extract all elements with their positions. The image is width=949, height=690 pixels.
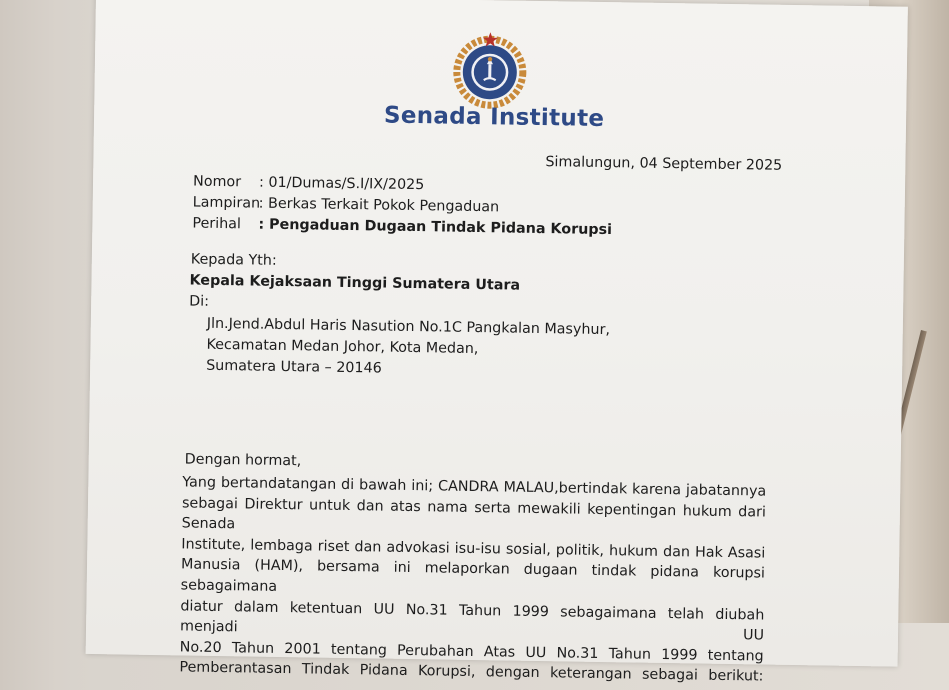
body-line: Pemberantasan Tindak Pidana Korupsi, dengan keterangan sebagai berikut: [179,659,764,685]
body-line: Institute, lembaga riset dan advokasi isu-isu sosial, politik, hukum dan Hak Asasi [181,536,766,562]
perihal-value: : Pengaduan Dugaan Tindak Pidana Korupsi [258,216,613,239]
letter-sheet [86,0,908,685]
letter-date: Simalungun, 04 September 2025 [545,154,783,174]
body-line: Yang bertandatangan di bawah ini; CANDRA MALAU,bertindak karena jabatannya [182,474,767,500]
greeting: Dengan hormat, [184,451,302,470]
recipient-di: Di: [189,293,210,310]
recipient-salutation: Kepada Yth: [190,251,277,269]
lampiran-value: : Berkas Terkait Pokok Pengaduan [258,195,500,216]
body-line: diatur dalam ketentuan UU No.31 Tahun 1999 sebagaimana telah diubah menjadi UU [179,597,765,644]
body-line: No.20 Tahun 2001 tentang Perubahan Atas UU No.31 Tahun 1999 tentang [179,639,764,665]
nomor-value: : 01/Dumas/S.I/IX/2025 [258,174,425,194]
body-paragraph [179,472,766,687]
address-line: Kecamatan Medan Johor, Kota Medan, [206,336,479,358]
body-line: sebagai Direktur untuk dan atas nama serta mewakili kepentingan hukum dari Senada [181,495,767,533]
nomor-label: Nomor [192,173,242,191]
perihal-label: Perihal [192,215,242,233]
institution-name: Senada Institute [383,102,605,132]
torch-emblem-icon [449,30,530,111]
recipient-name: Kepala Kejaksaan Tinggi Sumatera Utara [189,272,521,294]
lampiran-label: Lampiran [192,194,261,212]
address-line: Sumatera Utara – 20146 [206,357,382,377]
body-line: Manusia (HAM), bersama ini melaporkan dugaan tindak pidana korupsi sebagaimana [180,556,766,595]
address-line: Jln.Jend.Abdul Haris Nasution No.1C Pangkalan Masyhur, [206,315,611,339]
